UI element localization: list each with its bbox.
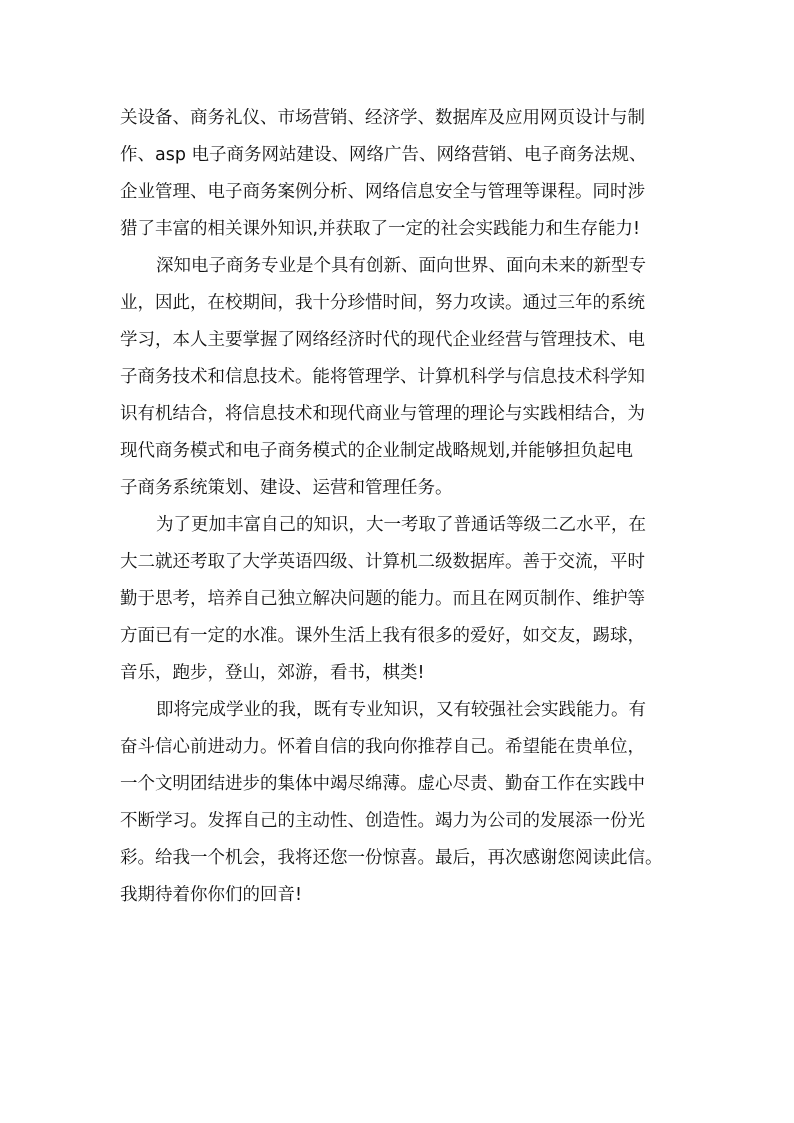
text-line: 关设备、商务礼仪、市场营销、经济学、数据库及应用网页设计与制 — [120, 108, 645, 128]
text-line: 子商务系统策划、建设、运营和管理任务。 — [120, 478, 453, 498]
document-body — [120, 100, 676, 914]
text-line: 勤于思考，培养自己独立解决问题的能力。而且在网页制作、维护等 — [120, 589, 645, 609]
text-line: 猎了丰富的相关课外知识,并获取了一定的社会实践能力和生存能力! — [120, 219, 641, 239]
text-line: 识有机结合，将信息技术和现代商业与管理的理论与实践相结合，为 — [120, 404, 645, 424]
paragraph-2 — [120, 248, 676, 507]
text-line: 即将完成学业的我，既有专业知识，又有较强社会实践能力。有 — [156, 700, 646, 720]
paragraph-4 — [120, 692, 676, 914]
text-line: 作、asp 电子商务网站建设、网络广告、网络营销、电子商务法规、 — [120, 145, 647, 165]
text-line: 方面已有一定的水准。课外生活上我有很多的爱好，如交友，踢球， — [120, 626, 645, 646]
text-line: 音乐，跑步，登山，郊游，看书，棋类! — [120, 663, 425, 683]
text-line: 我期待着你你们的回音! — [120, 885, 303, 905]
paragraph-3 — [120, 507, 676, 692]
text-line: 业，因此，在校期间，我十分珍惜时间，努力攻读。通过三年的系统 — [120, 293, 645, 313]
text-line: 奋斗信心前进动力。怀着自信的我向你推荐自己。希望能在贵单位， — [120, 737, 645, 757]
text-line: 企业管理、电子商务案例分析、网络信息安全与管理等课程。同时涉 — [120, 182, 645, 202]
text-line: 为了更加丰富自己的知识，大一考取了普通话等级二乙水平，在 — [156, 515, 646, 535]
text-line: 不断学习。发挥自己的主动性、创造性。竭力为公司的发展添一份光 — [120, 811, 645, 831]
text-line: 学习，本人主要掌握了网络经济时代的现代企业经营与管理技术、电 — [120, 330, 645, 350]
text-line: 子商务技术和信息技术。能将管理学、计算机科学与信息技术科学知 — [120, 367, 645, 387]
paragraph-1 — [120, 100, 676, 248]
text-line: 现代商务模式和电子商务模式的企业制定战略规划,并能够担负起电 — [120, 441, 634, 461]
text-line: 一个文明团结进步的集体中竭尽绵薄。虚心尽责、勤奋工作在实践中 — [120, 774, 645, 794]
text-line: 彩。给我一个机会，我将还您一份惊喜。最后，再次感谢您阅读此信。 — [120, 848, 663, 868]
text-line: 深知电子商务专业是个具有创新、面向世界、面向未来的新型专 — [156, 256, 646, 276]
text-line: 大二就还考取了大学英语四级、计算机二级数据库。善于交流，平时 — [120, 552, 645, 572]
